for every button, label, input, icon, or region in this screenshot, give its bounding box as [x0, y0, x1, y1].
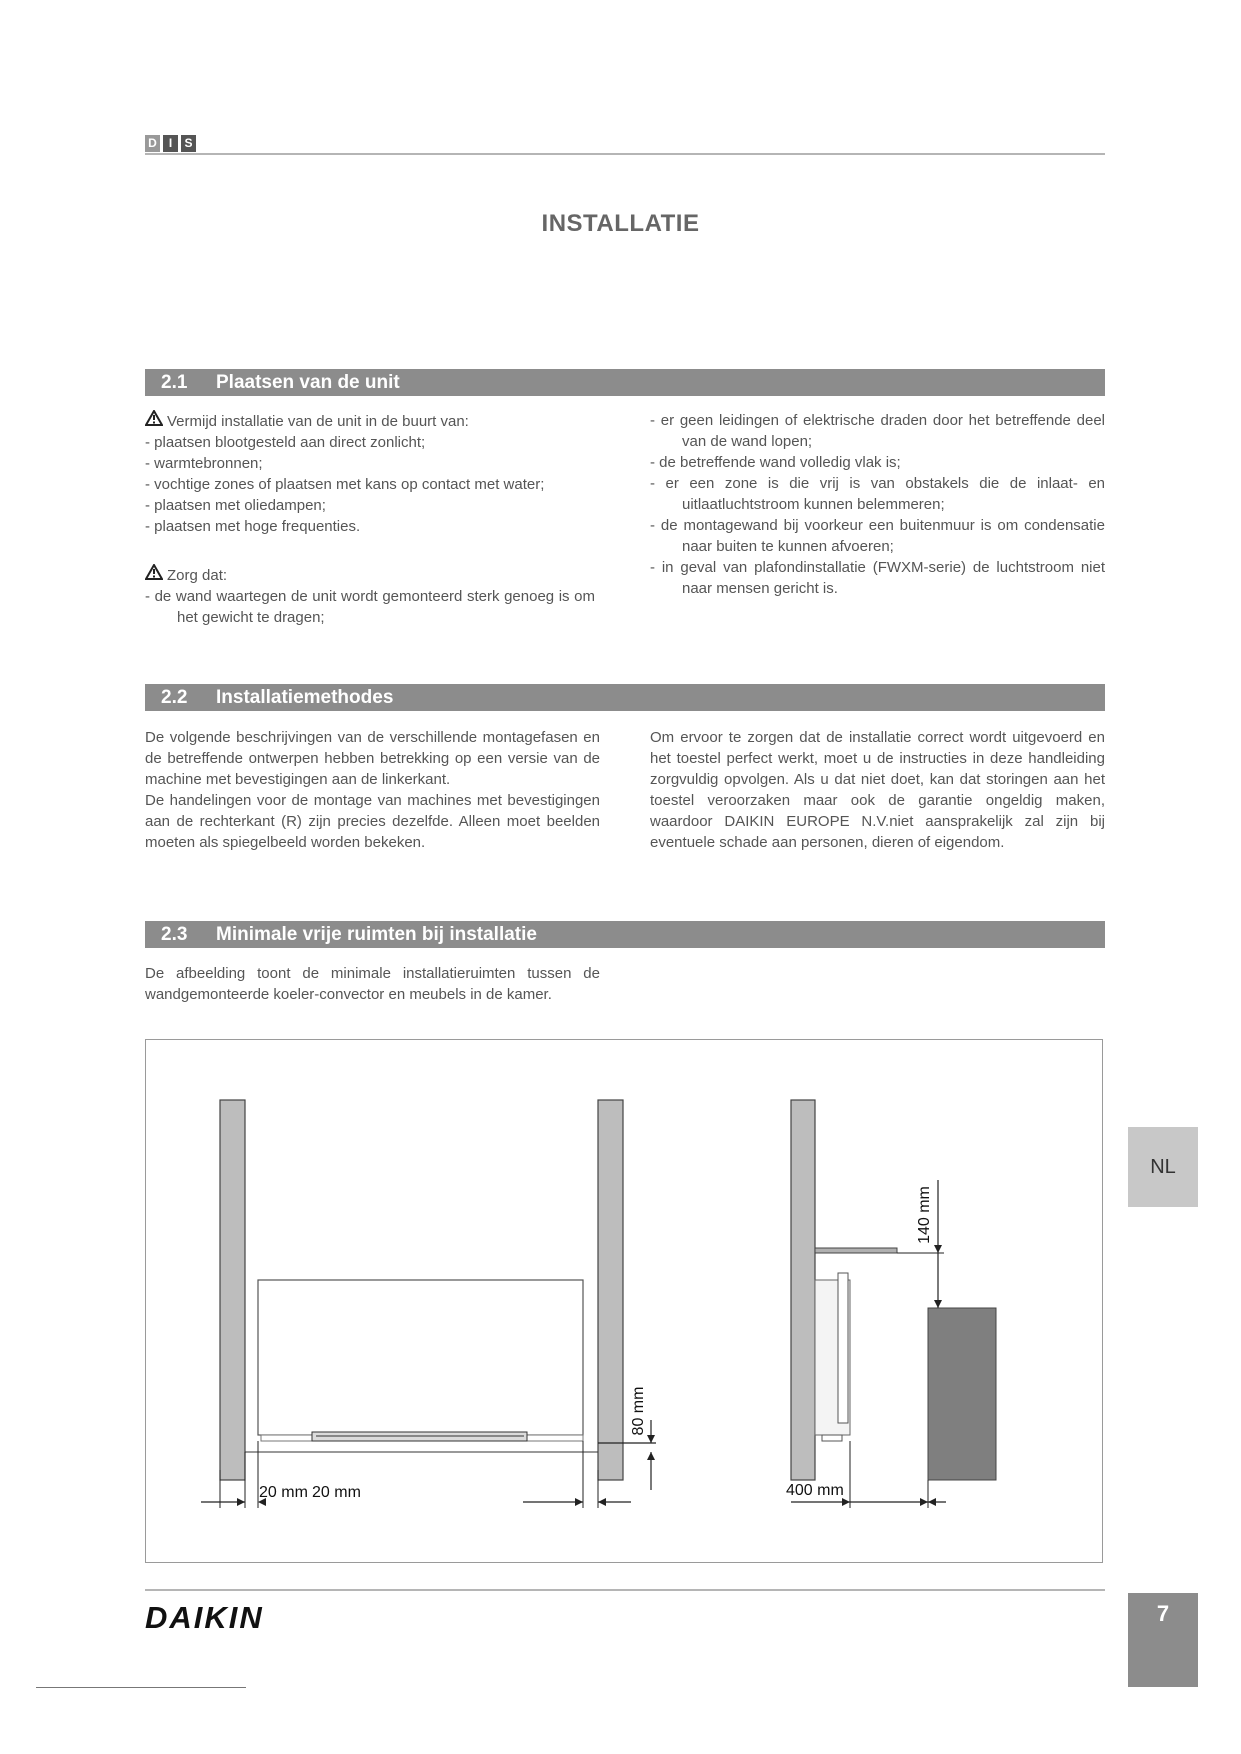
dim-label-20mm-right: 20 mm [312, 1484, 361, 1501]
dim-arrow [598, 1498, 606, 1506]
dim-arrow [575, 1498, 583, 1506]
section-number: 2.2 [161, 687, 188, 708]
list-item: - plaatsen met hoge frequenties. [145, 518, 361, 535]
warning-icon [145, 564, 167, 586]
dim-arrow [934, 1245, 942, 1253]
list-item: - in geval van plafondinstallatie (FWXM-serie) de luchtstroom niet naar mensen gericht is. [650, 559, 1105, 597]
installation-clearance-figure [145, 1039, 1103, 1563]
section-2-2-left-column [145, 727, 600, 853]
list-item: - plaatsen blootgesteld aan direct zonlicht; [145, 434, 426, 451]
warning-intro-avoid: Vermijd installatie van de unit in de buurt van: [167, 413, 469, 430]
footer-line [36, 1687, 246, 1688]
dim-arrow [920, 1498, 928, 1506]
dim-arrow [842, 1498, 850, 1506]
dim-arrow [647, 1452, 655, 1460]
page-number: 7 [1128, 1593, 1198, 1687]
section-2-2-right-column [650, 727, 1105, 853]
dim-label-20mm-left: 20 mm [259, 1484, 308, 1501]
unit-front [258, 1280, 583, 1435]
logo-letter-s: S [181, 135, 196, 152]
section-header-2-3 [145, 921, 1105, 948]
footer-divider [145, 1589, 1105, 1591]
list-item: - de betreffende wand volledig vlak is; [650, 454, 901, 471]
dim-arrow [928, 1498, 936, 1506]
language-tab: NL [1128, 1127, 1198, 1207]
section-title: Minimale vrije ruimten bij installatie [216, 924, 537, 945]
dim-label-80mm: 80 mm [630, 1386, 647, 1436]
paragraph: De afbeelding toont de minimale installatieruimten tussen de wandgemonteerde koeler-convector en meubels in de kamer. [145, 965, 600, 1003]
section-2-3-left-column [145, 963, 600, 1005]
dis-logo [145, 135, 196, 152]
right-wall [598, 1100, 623, 1480]
dim-label-140mm: 140 mm [916, 1186, 933, 1244]
list-item: - er een zone is die vrij is van obstakels die de inlaat- en uitlaatluchtstroom kunnen belemmeren; [650, 475, 1105, 513]
logo-letter-i: I [163, 135, 178, 152]
shelf [815, 1248, 897, 1253]
list-item: - de montagewand bij voorkeur een buitenmuur is om condensatie naar buiten te kunnen afvoeren; [650, 517, 1105, 555]
warning-intro-ensure: Zorg dat: [167, 567, 228, 584]
section-title: Installatiemethodes [216, 687, 394, 708]
list-item: - warmtebronnen; [145, 455, 263, 472]
paragraph: Om ervoor te zorgen dat de installatie correct wordt uitgevoerd en het toestel perfect werkt, moet u de instructies in deze handleiding zorgvuldig opvolgen. Als u dat niet doet, kan dat storingen aan het toestel veroorzaken maar ook de garantie ongeldig maken, waardoor DAIKIN EUROPE N.V.niet aansprakelijk zal zijn bij eventuele schade aan personen, dieren of eigendom. [650, 729, 1105, 851]
paragraph: De handelingen voor de montage van machines met bevestigingen aan de rechterkant (R) zijn precies dezelfde. Alleen moet beelden moeten als spiegelbeeld worden bekeken. [145, 792, 600, 851]
section-2-1-right-column [650, 410, 1105, 599]
section-title: Plaatsen van de unit [216, 372, 400, 393]
clearance-diagram [146, 1040, 1104, 1564]
section-header-2-1 [145, 369, 1105, 396]
list-item: - er geen leidingen of elektrische draden door het betreffende deel van de wand lopen; [650, 412, 1105, 450]
furniture [928, 1308, 996, 1480]
page-title: INSTALLATIE [541, 210, 700, 237]
header-divider [145, 153, 1105, 155]
section-2-1-left-column [145, 410, 595, 628]
brand-logo: DAIKIN [145, 1600, 264, 1635]
section-number: 2.3 [161, 924, 188, 945]
list-item: - vochtige zones of plaatsen met kans op contact met water; [145, 476, 545, 493]
dim-arrow [934, 1300, 942, 1308]
dim-arrow [237, 1498, 245, 1506]
unit-side-panel [838, 1273, 848, 1423]
list-item: - de wand waartegen de unit wordt gemonteerd sterk genoeg is om het gewicht te dragen; [145, 588, 595, 626]
section-number: 2.1 [161, 372, 188, 393]
dim-arrow [647, 1435, 655, 1443]
left-wall [220, 1100, 245, 1480]
side-wall [791, 1100, 815, 1480]
paragraph: De volgende beschrijvingen van de verschillende montagefasen en de betreffende ontwerpen hebben betrekking op een versie van de machine met bevestigingen aan de linkerkant. [145, 729, 600, 788]
unit-side-foot [822, 1435, 842, 1441]
warning-icon [145, 410, 167, 432]
list-item: - plaatsen met oliedampen; [145, 497, 326, 514]
logo-letter-d: D [145, 135, 160, 152]
section-header-2-2 [145, 684, 1105, 711]
dim-label-400mm: 400 mm [786, 1482, 844, 1499]
